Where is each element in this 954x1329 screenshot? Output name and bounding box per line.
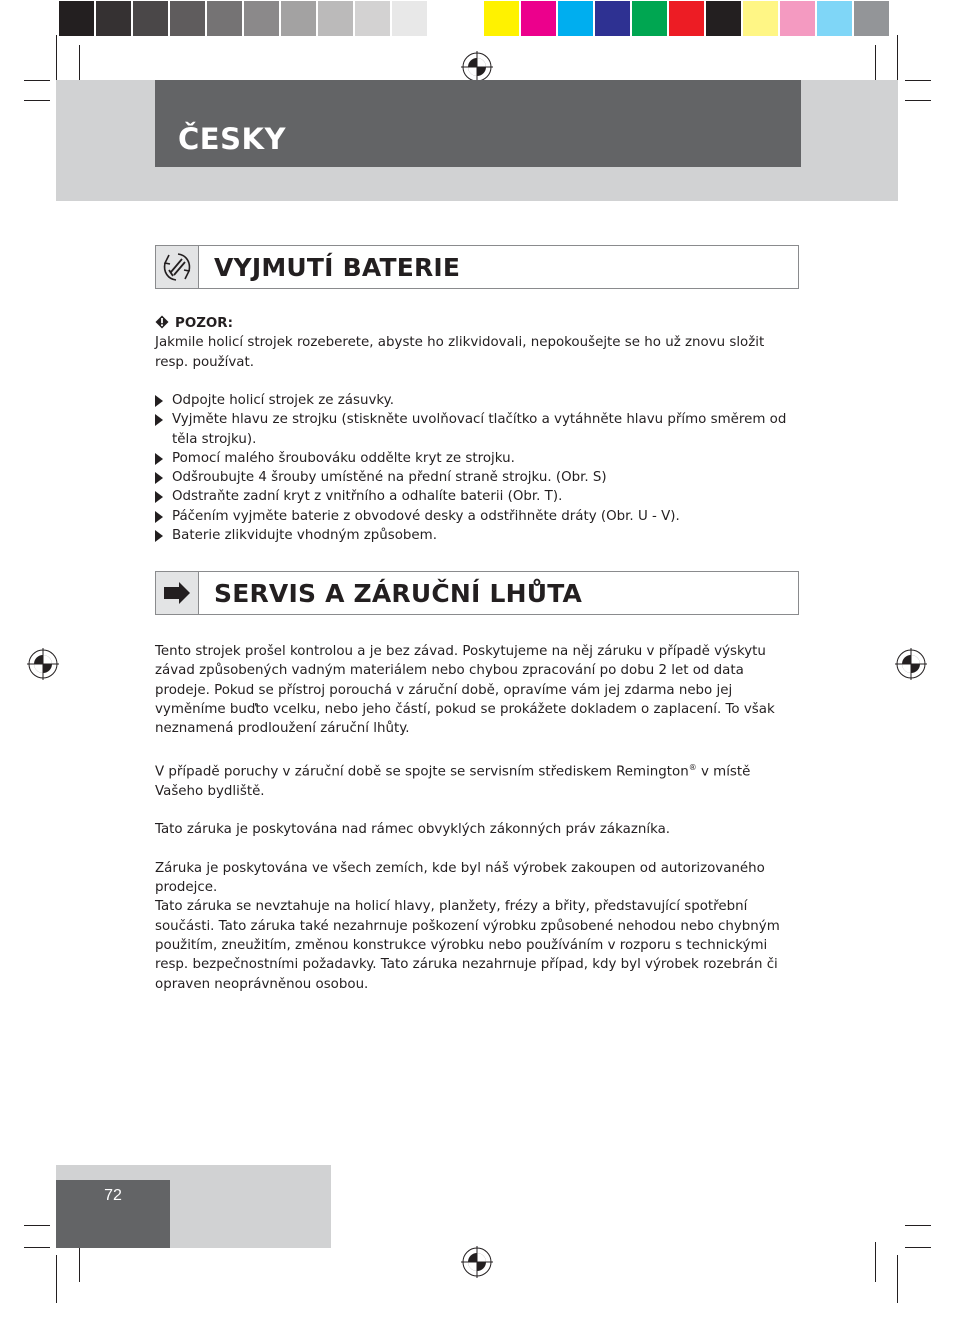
list-item [155, 391, 800, 410]
step-text: Odpojte holicí strojek ze zásuvky. [172, 393, 394, 408]
color-swatch [243, 0, 280, 37]
list-item [155, 487, 800, 506]
page-number: 72 [104, 1187, 122, 1204]
bullet-arrow-icon [155, 491, 163, 503]
color-swatch [557, 0, 594, 37]
color-swatch [95, 0, 132, 37]
color-swatch [206, 0, 243, 37]
crop-mark [24, 1247, 50, 1248]
list-item [155, 468, 800, 487]
color-swatch [853, 0, 890, 37]
arrow-right-icon [162, 580, 192, 606]
grayscale-bar [58, 0, 465, 38]
color-swatch [317, 0, 354, 37]
battery-section-title: VYJMUTÍ BATERIE [214, 252, 461, 282]
color-swatch [668, 0, 705, 37]
color-swatch [428, 0, 465, 37]
crop-mark [79, 1242, 80, 1282]
bullet-arrow-icon [155, 395, 163, 407]
color-swatch [742, 0, 779, 37]
bullet-arrow-icon [155, 453, 163, 465]
color-swatch [132, 0, 169, 37]
service-body [155, 642, 800, 994]
battery-section-icon-box [156, 246, 199, 288]
service-section-title: SERVIS A ZÁRUČNÍ LHŮTA [214, 578, 583, 608]
list-item [155, 507, 800, 526]
warning-icon [155, 315, 169, 329]
step-text: Vyjměte hlavu ze strojku (stiskněte uvolňovací tlačítko a vytáhněte hlavu přímo směrem od těla strojku). [172, 412, 787, 447]
step-text: Páčením vyjměte baterie z obvodové desky a odstřihněte dráty (Obr. U - V). [172, 508, 680, 524]
color-swatch [483, 0, 520, 37]
service-paragraph: Tento strojek prošel kontrolou a je bez závad. Poskytujeme na něj záruku v případě výskytu závad způsobených vadným materiálem nebo chybou zpracování po dobu 2 let od data prodeje. Pokud se přístroj porouchá v záruční době, opravíme vám jej zdarma nebo jej vyměníme buďto vcelku, nebo jeho částí, pokud se prokážete dokladem o zaplacení. To však neznamená prodloužení záruční lhůty. [155, 644, 775, 737]
color-swatch [58, 0, 95, 37]
list-item [155, 410, 800, 449]
color-swatch [169, 0, 206, 37]
step-text: Odšroubujte 4 šrouby umístěné na přední straně strojku. (Obr. S) [172, 470, 607, 486]
crop-mark [905, 100, 931, 101]
registered-mark: ® [688, 762, 697, 772]
crop-mark [24, 100, 50, 101]
color-swatch [520, 0, 557, 37]
color-swatch [779, 0, 816, 37]
service-paragraph: Záruka je poskytována ve všech zemích, kde byl náš výrobek zakoupen od autorizovaného prodejce. [155, 860, 765, 896]
battery-section-header [155, 245, 799, 289]
color-swatch [631, 0, 668, 37]
color-swatch [354, 0, 391, 37]
step-text: Odstraňte zadní kryt z vnitřního a odhalíte baterii (Obr. T). [172, 489, 563, 505]
crop-mark [905, 1247, 931, 1248]
bullet-arrow-icon [155, 511, 163, 523]
registration-mark-icon [460, 1245, 494, 1279]
recycle-icon [160, 250, 194, 284]
crop-mark [56, 1255, 57, 1303]
crop-mark [875, 1242, 876, 1282]
battery-steps-list [155, 391, 800, 545]
list-item [155, 526, 800, 545]
step-text: Pomocí malého šroubováku oddělte kryt ze strojku. [172, 450, 515, 466]
color-swatch [705, 0, 742, 37]
registration-mark-icon [26, 647, 60, 681]
list-item [155, 449, 800, 468]
bullet-arrow-icon [155, 530, 163, 542]
step-text: Baterie zlikvidujte vhodným způsobem. [172, 528, 437, 544]
service-section-icon-box [156, 572, 199, 614]
service-text: v místě Vašeho bydliště. [155, 764, 751, 799]
registration-mark-icon [460, 50, 494, 84]
crop-mark [905, 1225, 931, 1226]
crop-mark [24, 1225, 50, 1226]
header-title-box [155, 80, 801, 167]
bullet-arrow-icon [155, 414, 163, 426]
color-swatch [391, 0, 428, 37]
color-swatch [594, 0, 631, 37]
page-title: ČESKY [178, 122, 286, 156]
color-swatch [816, 0, 853, 37]
service-text: V případě poruchy v záruční době se spojte se servisním střediskem Remington [155, 764, 689, 780]
service-paragraph: Tato záruka se nevztahuje na holicí hlavy, planžety, frézy a břity, představující spotřební součásti. Tato záruka také nezahrnuje poškození výrobku způsobené nehodou nebo chybným použitím, zneužitím, změnou konstrukce výrobku nebo používáním v rozporu s technickými resp. bezpečnostními požadavky. Tato záruka nezahrnuje případ, kdy byl výrobek rozebrán či opraven neoprávněnou osobou. [155, 899, 780, 992]
color-swatch [280, 0, 317, 37]
color-bar [483, 0, 890, 38]
warning-block [155, 314, 800, 372]
warning-text: Jakmile holicí strojek rozeberete, abyste ho zlikvidovali, nepokoušejte se ho už znovu složit resp. používat. [155, 335, 765, 370]
warning-label: POZOR: [175, 316, 233, 331]
service-paragraph [155, 758, 800, 801]
crop-mark [905, 80, 931, 81]
crop-mark [897, 1255, 898, 1303]
service-section-header [155, 571, 799, 615]
service-paragraph: Tato záruka je poskytována nad rámec obvyklých zákonných práv zákazníka. [155, 822, 671, 838]
registration-mark-icon [894, 647, 928, 681]
warning-line [155, 314, 800, 333]
bullet-arrow-icon [155, 472, 163, 484]
crop-mark [24, 80, 50, 81]
